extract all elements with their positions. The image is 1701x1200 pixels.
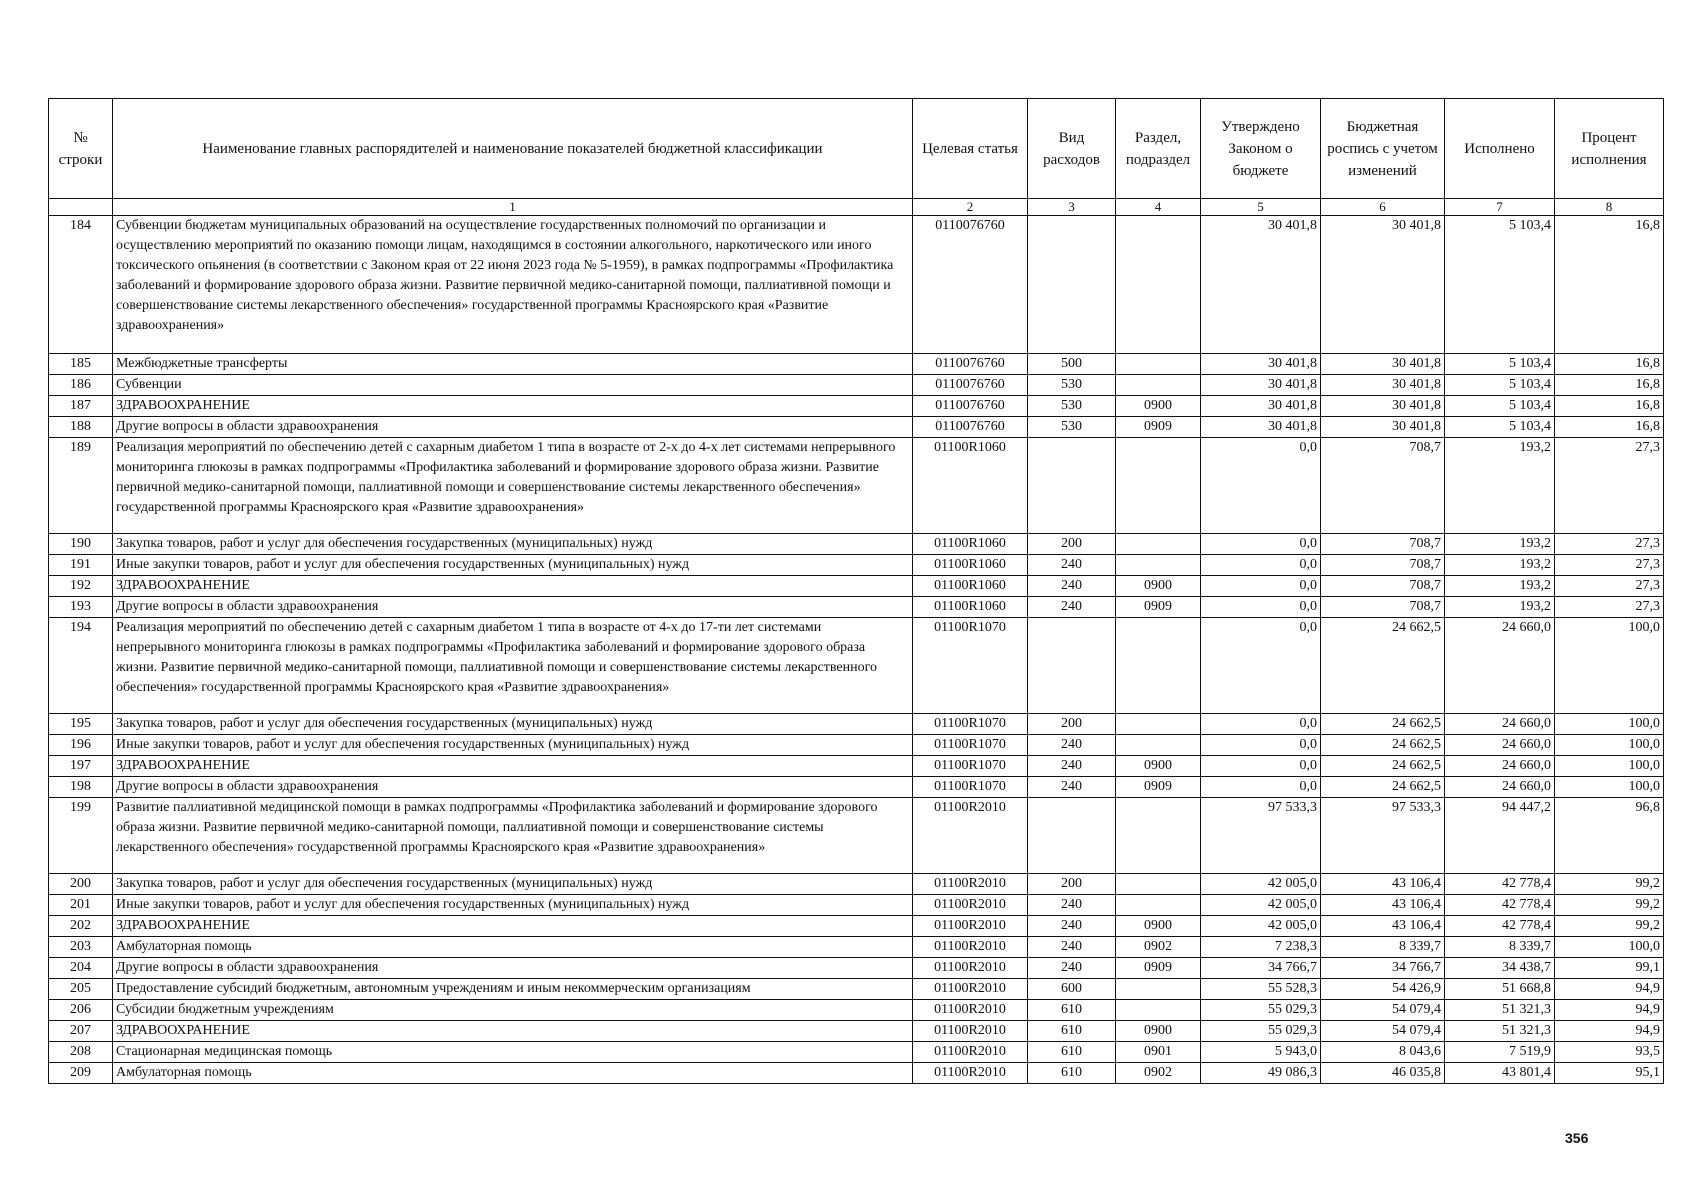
row-target-article: 01100R2010 xyxy=(913,979,1028,1000)
table-row xyxy=(49,555,1664,576)
row-target-article: 01100R2010 xyxy=(913,916,1028,937)
row-target-article: 01100R2010 xyxy=(913,798,1028,874)
row-number: 204 xyxy=(49,958,113,979)
row-expense-type: 240 xyxy=(1028,597,1116,618)
row-executed: 193,2 xyxy=(1445,438,1555,534)
row-expense-type: 240 xyxy=(1028,576,1116,597)
row-executed: 193,2 xyxy=(1445,597,1555,618)
row-executed: 51 668,8 xyxy=(1445,979,1555,1000)
row-approved: 30 401,8 xyxy=(1201,396,1321,417)
row-number: 205 xyxy=(49,979,113,1000)
row-name: Межбюджетные трансферты xyxy=(113,354,913,375)
row-budget-schedule: 708,7 xyxy=(1321,438,1445,534)
row-executed: 42 778,4 xyxy=(1445,916,1555,937)
row-number: 201 xyxy=(49,895,113,916)
row-name: ЗДРАВООХРАНЕНИЕ xyxy=(113,396,913,417)
row-target-article: 01100R1060 xyxy=(913,534,1028,555)
row-percent: 27,3 xyxy=(1555,438,1664,534)
table-row xyxy=(49,576,1664,597)
row-section xyxy=(1116,874,1201,895)
row-budget-schedule: 43 106,4 xyxy=(1321,895,1445,916)
row-name: Иные закупки товаров, работ и услуг для обеспечения государственных (муниципальных) нужд xyxy=(113,735,913,756)
row-target-article: 01100R1070 xyxy=(913,777,1028,798)
row-executed: 51 321,3 xyxy=(1445,1021,1555,1042)
row-expense-type xyxy=(1028,618,1116,714)
row-section xyxy=(1116,979,1201,1000)
row-name: ЗДРАВООХРАНЕНИЕ xyxy=(113,1021,913,1042)
table-row xyxy=(49,1000,1664,1021)
header-percent: Процент исполнения xyxy=(1555,99,1664,199)
column-number: 3 xyxy=(1028,199,1116,216)
row-percent: 99,2 xyxy=(1555,895,1664,916)
row-section xyxy=(1116,735,1201,756)
row-target-article: 01100R1070 xyxy=(913,756,1028,777)
table-row xyxy=(49,916,1664,937)
row-number: 208 xyxy=(49,1042,113,1063)
row-section: 0909 xyxy=(1116,417,1201,438)
row-approved: 0,0 xyxy=(1201,618,1321,714)
row-budget-schedule: 24 662,5 xyxy=(1321,714,1445,735)
table-row xyxy=(49,375,1664,396)
table-row xyxy=(49,597,1664,618)
row-percent: 96,8 xyxy=(1555,798,1664,874)
row-section: 0900 xyxy=(1116,756,1201,777)
row-section xyxy=(1116,555,1201,576)
header-approved: Утверждено Законом о бюджете xyxy=(1201,99,1321,199)
row-number: 186 xyxy=(49,375,113,396)
row-target-article: 01100R2010 xyxy=(913,1042,1028,1063)
row-target-article: 0110076760 xyxy=(913,216,1028,354)
row-name: Другие вопросы в области здравоохранения xyxy=(113,597,913,618)
column-number: 6 xyxy=(1321,199,1445,216)
row-number: 189 xyxy=(49,438,113,534)
row-section xyxy=(1116,798,1201,874)
row-number: 187 xyxy=(49,396,113,417)
row-number: 195 xyxy=(49,714,113,735)
row-percent: 95,1 xyxy=(1555,1063,1664,1084)
row-approved: 49 086,3 xyxy=(1201,1063,1321,1084)
row-target-article: 01100R1060 xyxy=(913,597,1028,618)
row-budget-schedule: 30 401,8 xyxy=(1321,396,1445,417)
row-budget-schedule: 8 043,6 xyxy=(1321,1042,1445,1063)
row-expense-type: 610 xyxy=(1028,1000,1116,1021)
row-percent: 16,8 xyxy=(1555,354,1664,375)
row-approved: 0,0 xyxy=(1201,714,1321,735)
row-executed: 193,2 xyxy=(1445,576,1555,597)
row-percent: 94,9 xyxy=(1555,979,1664,1000)
row-approved: 42 005,0 xyxy=(1201,916,1321,937)
row-executed: 51 321,3 xyxy=(1445,1000,1555,1021)
row-target-article: 0110076760 xyxy=(913,375,1028,396)
row-section xyxy=(1116,714,1201,735)
row-budget-schedule: 54 079,4 xyxy=(1321,1000,1445,1021)
row-section xyxy=(1116,1000,1201,1021)
row-approved: 34 766,7 xyxy=(1201,958,1321,979)
row-approved: 0,0 xyxy=(1201,555,1321,576)
row-number: 207 xyxy=(49,1021,113,1042)
row-target-article: 01100R1070 xyxy=(913,618,1028,714)
row-expense-type xyxy=(1028,798,1116,874)
row-approved: 55 029,3 xyxy=(1201,1000,1321,1021)
table-row xyxy=(49,1063,1664,1084)
budget-execution-table xyxy=(48,98,1664,1084)
header-section: Раздел, подраздел xyxy=(1116,99,1201,199)
row-approved: 7 238,3 xyxy=(1201,937,1321,958)
row-section: 0900 xyxy=(1116,916,1201,937)
row-percent: 100,0 xyxy=(1555,937,1664,958)
row-percent: 100,0 xyxy=(1555,735,1664,756)
row-name: Развитие паллиативной медицинской помощи в рамках подпрограммы «Профилактика заболеваний и формирование здорового образа жизни. Развитие первичной медико-санитарной помощи, паллиативной помощи и совершенствование системы лекарственного обеспечения» государственной программы Красноярского края «Развитие здравоохранения» xyxy=(113,798,913,874)
row-approved: 30 401,8 xyxy=(1201,417,1321,438)
row-expense-type: 240 xyxy=(1028,958,1116,979)
row-percent: 16,8 xyxy=(1555,396,1664,417)
row-section: 0909 xyxy=(1116,777,1201,798)
row-percent: 99,1 xyxy=(1555,958,1664,979)
table-body xyxy=(49,216,1664,1084)
row-executed: 42 778,4 xyxy=(1445,874,1555,895)
row-section: 0902 xyxy=(1116,1063,1201,1084)
row-percent: 100,0 xyxy=(1555,756,1664,777)
row-percent: 100,0 xyxy=(1555,618,1664,714)
table-row xyxy=(49,396,1664,417)
row-budget-schedule: 708,7 xyxy=(1321,555,1445,576)
row-budget-schedule: 708,7 xyxy=(1321,576,1445,597)
row-executed: 24 660,0 xyxy=(1445,714,1555,735)
row-budget-schedule: 30 401,8 xyxy=(1321,375,1445,396)
row-executed: 5 103,4 xyxy=(1445,396,1555,417)
row-number: 202 xyxy=(49,916,113,937)
row-percent: 99,2 xyxy=(1555,916,1664,937)
header-expense-type: Вид расходов xyxy=(1028,99,1116,199)
row-budget-schedule: 97 533,3 xyxy=(1321,798,1445,874)
row-percent: 16,8 xyxy=(1555,216,1664,354)
row-number: 206 xyxy=(49,1000,113,1021)
table-row xyxy=(49,735,1664,756)
row-number: 184 xyxy=(49,216,113,354)
row-executed: 193,2 xyxy=(1445,555,1555,576)
row-target-article: 01100R1060 xyxy=(913,576,1028,597)
row-expense-type: 240 xyxy=(1028,937,1116,958)
row-budget-schedule: 43 106,4 xyxy=(1321,916,1445,937)
table-row xyxy=(49,534,1664,555)
row-approved: 0,0 xyxy=(1201,534,1321,555)
row-section xyxy=(1116,375,1201,396)
row-name: Иные закупки товаров, работ и услуг для обеспечения государственных (муниципальных) нужд xyxy=(113,555,913,576)
row-name: Реализация мероприятий по обеспечению детей с сахарным диабетом 1 типа в возрасте от 4-х до 17-ти лет системами непрерывного мониторинга глюкозы в рамках подпрограммы «Профилактика заболеваний и формирование здорового образа жизни. Развитие первичной медико-санитарной помощи, паллиативной помощи и совершенствование системы лекарственного обеспечения» государственной программы Красноярского края «Развитие здравоохранения» xyxy=(113,618,913,714)
table-row xyxy=(49,618,1664,714)
row-expense-type: 200 xyxy=(1028,534,1116,555)
row-name: Амбулаторная помощь xyxy=(113,1063,913,1084)
row-approved: 55 528,3 xyxy=(1201,979,1321,1000)
header-row-number: № строки xyxy=(49,99,113,199)
row-budget-schedule: 54 079,4 xyxy=(1321,1021,1445,1042)
row-name: Стационарная медицинская помощь xyxy=(113,1042,913,1063)
header-target-article: Целевая статья xyxy=(913,99,1028,199)
row-target-article: 01100R2010 xyxy=(913,1063,1028,1084)
row-budget-schedule: 8 339,7 xyxy=(1321,937,1445,958)
table-row xyxy=(49,756,1664,777)
row-approved: 0,0 xyxy=(1201,777,1321,798)
row-target-article: 01100R1060 xyxy=(913,438,1028,534)
row-expense-type: 240 xyxy=(1028,777,1116,798)
row-number: 197 xyxy=(49,756,113,777)
row-executed: 43 801,4 xyxy=(1445,1063,1555,1084)
row-approved: 5 943,0 xyxy=(1201,1042,1321,1063)
row-expense-type: 530 xyxy=(1028,396,1116,417)
page-number: 356 xyxy=(1565,1130,1589,1146)
row-approved: 42 005,0 xyxy=(1201,874,1321,895)
row-percent: 27,3 xyxy=(1555,555,1664,576)
row-section: 0900 xyxy=(1116,576,1201,597)
row-executed: 5 103,4 xyxy=(1445,417,1555,438)
row-budget-schedule: 30 401,8 xyxy=(1321,417,1445,438)
table-row xyxy=(49,874,1664,895)
row-section xyxy=(1116,354,1201,375)
row-name: Реализация мероприятий по обеспечению детей с сахарным диабетом 1 типа в возрасте от 2-х до 4-х лет системами непрерывного мониторинга глюкозы в рамках подпрограммы «Профилактика заболеваний и формирование здорового образа жизни. Развитие первичной медико-санитарной помощи, паллиативной помощи и совершенствование системы лекарственного обеспечения» государственной программы Красноярского края «Развитие здравоохранения» xyxy=(113,438,913,534)
row-section: 0900 xyxy=(1116,1021,1201,1042)
row-percent: 100,0 xyxy=(1555,714,1664,735)
row-number: 190 xyxy=(49,534,113,555)
row-section: 0909 xyxy=(1116,597,1201,618)
table-row xyxy=(49,216,1664,354)
row-approved: 42 005,0 xyxy=(1201,895,1321,916)
row-name: ЗДРАВООХРАНЕНИЕ xyxy=(113,576,913,597)
row-number: 209 xyxy=(49,1063,113,1084)
row-executed: 24 660,0 xyxy=(1445,777,1555,798)
row-name: Другие вопросы в области здравоохранения xyxy=(113,777,913,798)
column-number: 8 xyxy=(1555,199,1664,216)
row-section: 0901 xyxy=(1116,1042,1201,1063)
row-name: Иные закупки товаров, работ и услуг для обеспечения государственных (муниципальных) нужд xyxy=(113,895,913,916)
row-number: 191 xyxy=(49,555,113,576)
row-number: 185 xyxy=(49,354,113,375)
row-expense-type: 610 xyxy=(1028,1021,1116,1042)
header-budget-schedule: Бюджетная роспись с учетом изменений xyxy=(1321,99,1445,199)
row-executed: 7 519,9 xyxy=(1445,1042,1555,1063)
row-number: 203 xyxy=(49,937,113,958)
row-budget-schedule: 46 035,8 xyxy=(1321,1063,1445,1084)
row-executed: 193,2 xyxy=(1445,534,1555,555)
column-number: 1 xyxy=(113,199,913,216)
row-target-article: 01100R2010 xyxy=(913,958,1028,979)
row-expense-type xyxy=(1028,216,1116,354)
row-number: 193 xyxy=(49,597,113,618)
row-expense-type: 610 xyxy=(1028,1042,1116,1063)
row-target-article: 0110076760 xyxy=(913,354,1028,375)
row-expense-type: 200 xyxy=(1028,874,1116,895)
row-target-article: 01100R1060 xyxy=(913,555,1028,576)
row-budget-schedule: 54 426,9 xyxy=(1321,979,1445,1000)
row-target-article: 01100R2010 xyxy=(913,937,1028,958)
row-name: ЗДРАВООХРАНЕНИЕ xyxy=(113,916,913,937)
table-row xyxy=(49,1042,1664,1063)
row-section: 0909 xyxy=(1116,958,1201,979)
column-number: 7 xyxy=(1445,199,1555,216)
row-name: Субсидии бюджетным учреждениям xyxy=(113,1000,913,1021)
row-approved: 0,0 xyxy=(1201,597,1321,618)
row-budget-schedule: 34 766,7 xyxy=(1321,958,1445,979)
row-percent: 27,3 xyxy=(1555,534,1664,555)
row-percent: 93,5 xyxy=(1555,1042,1664,1063)
row-expense-type: 240 xyxy=(1028,555,1116,576)
row-number: 196 xyxy=(49,735,113,756)
row-section xyxy=(1116,216,1201,354)
row-budget-schedule: 24 662,5 xyxy=(1321,735,1445,756)
row-target-article: 01100R2010 xyxy=(913,1000,1028,1021)
table-row xyxy=(49,777,1664,798)
table-row xyxy=(49,798,1664,874)
table-row xyxy=(49,937,1664,958)
row-number: 188 xyxy=(49,417,113,438)
row-percent: 27,3 xyxy=(1555,576,1664,597)
row-percent: 94,9 xyxy=(1555,1021,1664,1042)
row-name: Закупка товаров, работ и услуг для обеспечения государственных (муниципальных) нужд xyxy=(113,874,913,895)
row-name: Предоставление субсидий бюджетным, автономным учреждениям и иным некоммерческим организациям xyxy=(113,979,913,1000)
table-row xyxy=(49,714,1664,735)
table-row xyxy=(49,438,1664,534)
row-name: Другие вопросы в области здравоохранения xyxy=(113,958,913,979)
row-section xyxy=(1116,534,1201,555)
row-expense-type: 240 xyxy=(1028,895,1116,916)
table-row xyxy=(49,1021,1664,1042)
row-budget-schedule: 708,7 xyxy=(1321,597,1445,618)
row-executed: 24 660,0 xyxy=(1445,618,1555,714)
row-number: 192 xyxy=(49,576,113,597)
row-percent: 16,8 xyxy=(1555,375,1664,396)
row-target-article: 0110076760 xyxy=(913,396,1028,417)
row-budget-schedule: 30 401,8 xyxy=(1321,216,1445,354)
column-number: 5 xyxy=(1201,199,1321,216)
row-executed: 42 778,4 xyxy=(1445,895,1555,916)
column-number: 2 xyxy=(913,199,1028,216)
row-percent: 27,3 xyxy=(1555,597,1664,618)
row-section xyxy=(1116,618,1201,714)
row-name: Другие вопросы в области здравоохранения xyxy=(113,417,913,438)
row-budget-schedule: 24 662,5 xyxy=(1321,777,1445,798)
row-executed: 34 438,7 xyxy=(1445,958,1555,979)
column-number-blank xyxy=(49,199,113,216)
row-expense-type: 240 xyxy=(1028,756,1116,777)
row-approved: 30 401,8 xyxy=(1201,216,1321,354)
column-number: 4 xyxy=(1116,199,1201,216)
row-approved: 30 401,8 xyxy=(1201,354,1321,375)
row-approved: 0,0 xyxy=(1201,438,1321,534)
row-percent: 94,9 xyxy=(1555,1000,1664,1021)
row-executed: 24 660,0 xyxy=(1445,735,1555,756)
row-expense-type: 530 xyxy=(1028,375,1116,396)
row-target-article: 01100R2010 xyxy=(913,895,1028,916)
table-row xyxy=(49,354,1664,375)
row-expense-type xyxy=(1028,438,1116,534)
row-target-article: 01100R1070 xyxy=(913,735,1028,756)
row-name: Субвенции бюджетам муниципальных образований на осуществление государственных полномочий по организации и осуществлению мероприятий по оказанию помощи лицам, находящимся в состоянии алкогольного, наркотического или иного токсического опьянения (в соответствии с Законом края от 22 июня 2023 года № 5-1959), в рамках подпрограммы «Профилактика заболеваний и формирование здорового образа жизни. Развитие первичной медико-санитарной помощи, паллиативной помощи и совершенствование системы лекарственного обеспечения» государственной программы Красноярского края «Развитие здравоохранения» xyxy=(113,216,913,354)
row-number: 199 xyxy=(49,798,113,874)
row-number: 200 xyxy=(49,874,113,895)
row-target-article: 01100R2010 xyxy=(913,1021,1028,1042)
row-approved: 97 533,3 xyxy=(1201,798,1321,874)
row-target-article: 01100R1070 xyxy=(913,714,1028,735)
row-executed: 5 103,4 xyxy=(1445,375,1555,396)
table-header xyxy=(49,99,1664,216)
row-budget-schedule: 43 106,4 xyxy=(1321,874,1445,895)
row-budget-schedule: 30 401,8 xyxy=(1321,354,1445,375)
row-name: Закупка товаров, работ и услуг для обеспечения государственных (муниципальных) нужд xyxy=(113,714,913,735)
row-percent: 16,8 xyxy=(1555,417,1664,438)
row-expense-type: 610 xyxy=(1028,1063,1116,1084)
row-approved: 30 401,8 xyxy=(1201,375,1321,396)
row-name: ЗДРАВООХРАНЕНИЕ xyxy=(113,756,913,777)
table-row xyxy=(49,958,1664,979)
row-approved: 0,0 xyxy=(1201,576,1321,597)
row-target-article: 0110076760 xyxy=(913,417,1028,438)
table-row xyxy=(49,417,1664,438)
row-name: Закупка товаров, работ и услуг для обеспечения государственных (муниципальных) нужд xyxy=(113,534,913,555)
header-name: Наименование главных распорядителей и наименование показателей бюджетной классификации xyxy=(113,99,913,199)
row-executed: 5 103,4 xyxy=(1445,216,1555,354)
row-expense-type: 530 xyxy=(1028,417,1116,438)
row-name: Субвенции xyxy=(113,375,913,396)
row-section: 0902 xyxy=(1116,937,1201,958)
row-expense-type: 200 xyxy=(1028,714,1116,735)
row-expense-type: 600 xyxy=(1028,979,1116,1000)
row-expense-type: 240 xyxy=(1028,735,1116,756)
row-executed: 24 660,0 xyxy=(1445,756,1555,777)
row-percent: 99,2 xyxy=(1555,874,1664,895)
row-approved: 0,0 xyxy=(1201,756,1321,777)
row-approved: 55 029,3 xyxy=(1201,1021,1321,1042)
row-budget-schedule: 708,7 xyxy=(1321,534,1445,555)
row-executed: 94 447,2 xyxy=(1445,798,1555,874)
row-expense-type: 500 xyxy=(1028,354,1116,375)
row-section xyxy=(1116,438,1201,534)
row-section xyxy=(1116,895,1201,916)
header-executed: Исполнено xyxy=(1445,99,1555,199)
table-row xyxy=(49,895,1664,916)
row-executed: 8 339,7 xyxy=(1445,937,1555,958)
row-name: Амбулаторная помощь xyxy=(113,937,913,958)
row-budget-schedule: 24 662,5 xyxy=(1321,618,1445,714)
row-section: 0900 xyxy=(1116,396,1201,417)
row-expense-type: 240 xyxy=(1028,916,1116,937)
row-executed: 5 103,4 xyxy=(1445,354,1555,375)
row-target-article: 01100R2010 xyxy=(913,874,1028,895)
table-row xyxy=(49,979,1664,1000)
row-approved: 0,0 xyxy=(1201,735,1321,756)
row-number: 198 xyxy=(49,777,113,798)
row-percent: 100,0 xyxy=(1555,777,1664,798)
row-budget-schedule: 24 662,5 xyxy=(1321,756,1445,777)
row-number: 194 xyxy=(49,618,113,714)
